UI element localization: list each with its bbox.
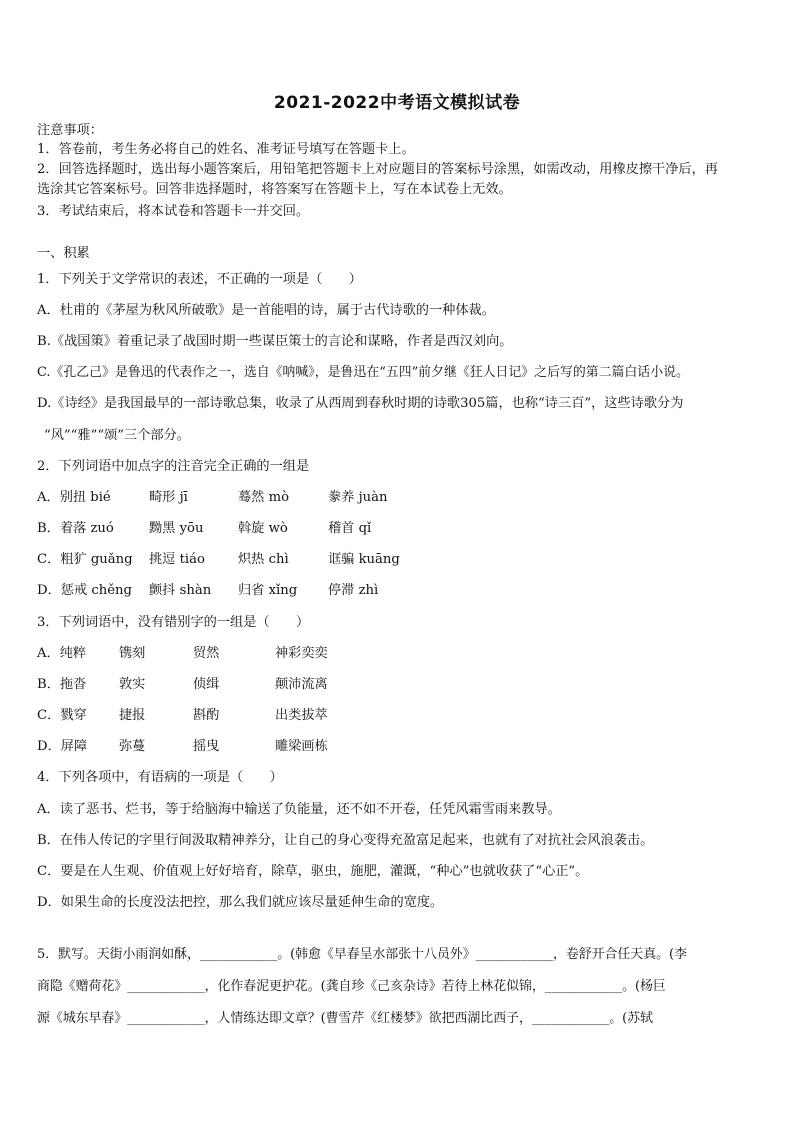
q3-a-word-2: 镌刻: [119, 646, 146, 661]
q3-c-word-2: 捷报: [119, 708, 146, 723]
q1-option-a: A．杜甫的《茅屋为秋风所破歌》是一首能唱的诗，属于古代诗歌的一种体裁。: [37, 303, 495, 318]
q5-line-3: 源《城东早春》____________，人情练达即文章？(曹雪芹《红楼梦》欲把西湖比西子，____________。(苏轼: [37, 1011, 653, 1026]
q3-option-c: [37, 707, 328, 725]
q4-option-a: A．读了恶书、烂书，等于给脑海中输送了负能量，还不如不开卷，任凭风霜雪雨来教导。: [37, 802, 561, 817]
q3-option-d: [37, 738, 328, 756]
q2-d-word-1: D．惩戒 chěng: [37, 583, 132, 598]
page-title: 2021-2022中考语文模拟试卷: [273, 93, 521, 113]
q4-stem: 4．下列各项中，有语病的一项是（ ）: [37, 770, 283, 785]
q2-option-b: [37, 520, 371, 538]
q3-b-word-3: 侦缉: [193, 677, 220, 692]
q3-a-word-3: 贸然: [193, 646, 220, 661]
notice-item-2-cont: 选涂其它答案标号。回答非选择题时，将答案写在答题卡上，写在本试卷上无效。: [37, 182, 512, 197]
q3-a-word-1: A．纯粹: [37, 646, 87, 661]
q4-option-d: D．如果生命的长度没法把控，那么我们就应该尽量延伸生命的宽度。: [37, 895, 444, 910]
notice-heading: 注意事项：: [37, 123, 103, 138]
q3-d-word-2: 弥蔓: [119, 739, 146, 754]
q3-b-word-4: 颠沛流离: [275, 677, 328, 692]
q2-b-word-2: 黝黑 yōu: [149, 521, 204, 536]
q2-b-word-3: 斡旋 wò: [238, 521, 288, 536]
q2-b-word-4: 稽首 qǐ: [328, 521, 372, 536]
q3-b-word-2: 敦实: [119, 677, 146, 692]
q3-c-word-3: 斟酌: [193, 708, 220, 723]
q3-d-word-3: 摇曳: [193, 739, 220, 754]
q3-c-word-4: 出类拔萃: [275, 708, 328, 723]
q5-line-2: 商隐《赠荷花》____________，化作春泥更护花。(龚自珍《己亥杂诗》若待上林花似锦，____________。(杨巨: [37, 979, 666, 994]
q1-option-b: B.《战国策》着重记录了战国时期一些谋臣策士的言论和谋略，作者是西汉刘向。: [37, 334, 513, 349]
q2-a-word-4: 豢养 juàn: [328, 490, 388, 505]
q4-option-b: B．在伟人传记的字里行间汲取精神养分，让自己的身心变得充盈富足起来，也就有了对抗社会风浪袭击。: [37, 833, 654, 848]
q2-c-word-2: 挑逗 tiáo: [149, 552, 205, 567]
q1-option-d: D.《诗经》是我国最早的一部诗歌总集，收录了从西周到春秋时期的诗歌305篇，也称“诗三百”，这些诗歌分为: [37, 396, 684, 411]
q2-c-word-1: C．粗犷 guǎng: [37, 552, 133, 567]
q2-c-word-4: 诓骗 kuāng: [328, 552, 400, 567]
q2-stem: 2．下列词语中加点字的注音完全正确的一组是: [37, 459, 310, 474]
q4-option-c: C．要是在人生观、价值观上好好培育，除草，驱虫，施肥，灌溉，“种心”也就收获了“心正”。: [37, 864, 589, 879]
q3-d-word-4: 雕梁画栋: [275, 739, 328, 754]
q3-option-b: [37, 676, 328, 694]
q2-a-word-3: 蓦然 mò: [238, 490, 290, 505]
q2-option-a: [37, 489, 388, 507]
q1-option-c: C.《孔乙己》是鲁迅的代表作之一，选自《呐喊》，是鲁迅在“五四”前夕继《狂人日记》之后写的第二篇白话小说。: [37, 365, 689, 380]
q2-d-word-3: 归省 xǐng: [238, 583, 298, 598]
notice-item-3: 3．考试结束后，将本试卷和答题卡一并交回。: [37, 204, 310, 219]
q1-stem: 1．下列关于文学常识的表述，不正确的一项是（ ）: [37, 272, 362, 287]
q3-d-word-1: D．屏障: [37, 739, 88, 754]
section-heading: 一、积累: [37, 246, 90, 261]
q2-c-word-3: 炽热 chì: [238, 552, 289, 567]
q2-option-c: [37, 551, 400, 569]
q2-option-d: [37, 582, 378, 600]
q2-a-word-1: A．别扭 bié: [37, 490, 111, 505]
q2-a-word-2: 畸形 jī: [149, 490, 188, 505]
notice-item-1: 1．答卷前，考生务必将自己的姓名、准考证号填写在答题卡上。: [37, 142, 415, 157]
q2-b-word-1: B．着落 zuó: [37, 521, 114, 536]
q3-stem: 3．下列词语中，没有错别字的一组是（ ）: [37, 615, 310, 630]
q3-a-word-4: 神彩奕奕: [275, 646, 328, 661]
q2-d-word-2: 颤抖 shàn: [149, 583, 212, 598]
q3-c-word-1: C．戮穿: [37, 708, 87, 723]
notice-item-2: 2．回答选择题时，选出每小题答案后，用铅笔把答题卡上对应题目的答案标号涂黑，如需改动，用橡皮擦干净后，再: [37, 162, 718, 177]
q3-option-a: [37, 645, 328, 663]
q1-option-d-cont: “风”“雅”“颂”三个部分。: [44, 428, 190, 443]
q3-b-word-1: B．拖沓: [37, 677, 87, 692]
q5-line-1: 5．默写。天街小雨润如酥，____________。(韩愈《早春呈水部张十八员外》____________，卷舒开合任天真。(李: [37, 947, 687, 962]
q2-d-word-4: 停滞 zhì: [328, 583, 379, 598]
